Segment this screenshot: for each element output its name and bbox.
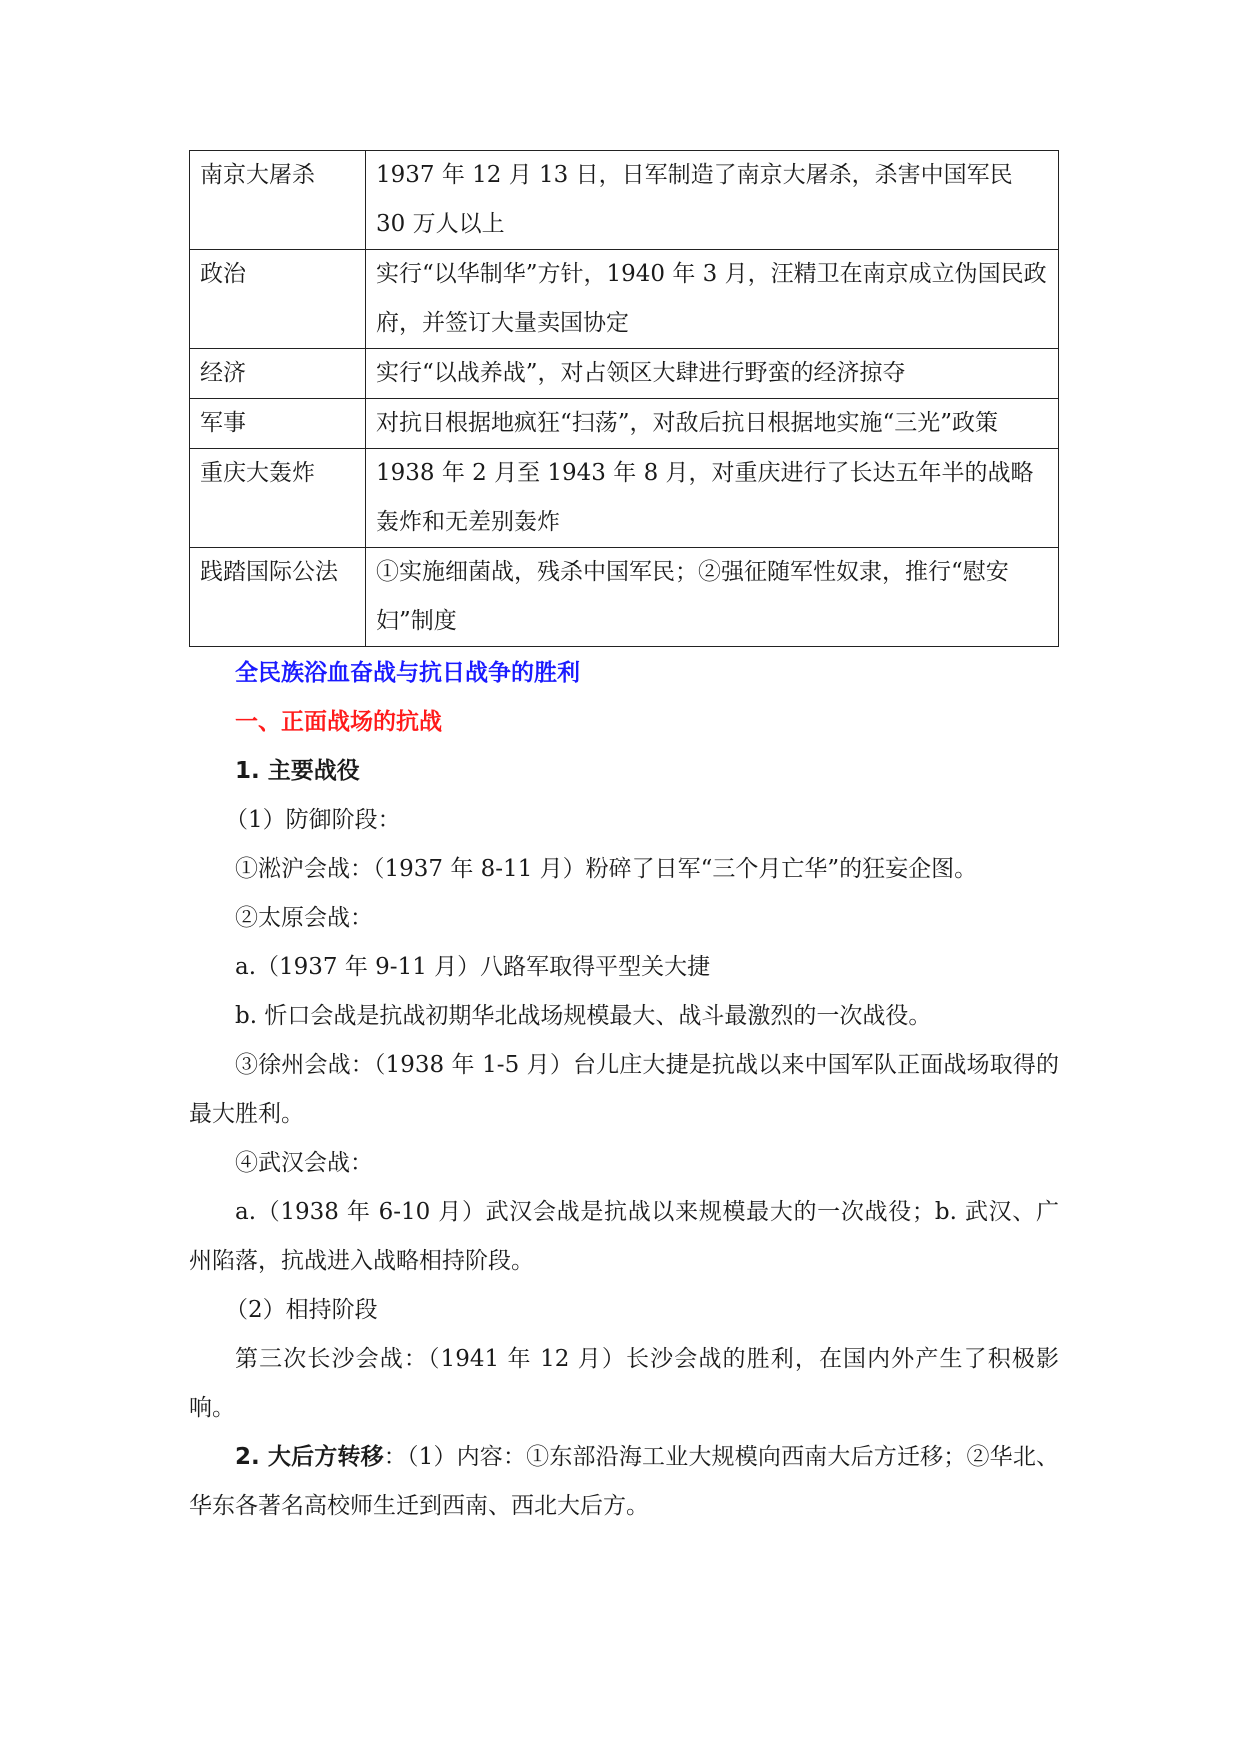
row-content: 实行“以战养战”，对占领区大肆进行野蛮的经济掠夺 [366,349,1059,399]
document-page [189,150,1059,1531]
battle-taiyuan-a: a.（1937 年 9-11 月）八路军取得平型关大捷 [235,954,711,980]
japanese-crimes-table [189,150,1059,647]
row-content: ①实施细菌战，残杀中国军民；②强征随军性奴隶，推行“慰安妇”制度 [366,548,1059,647]
table-row [190,250,1059,349]
row-label: 经济 [190,349,366,399]
row-label: 军事 [190,399,366,449]
body-text [189,649,1059,1531]
item-one-heading: 1. 主要战役 [235,758,360,784]
rear-transfer [189,1433,1059,1531]
row-label: 南京大屠杀 [190,151,366,250]
stage-defense: （1）防御阶段： [225,807,401,833]
table-row [190,151,1059,250]
battle-xuzhou: ③徐州会战：（1938 年 1-5 月）台儿庄大捷是抗战以来中国军队正面战场取得的最大胜利。 [189,1052,1059,1127]
row-content: 1937 年 12 月 13 日，日军制造了南京大屠杀，杀害中国军民 30 万人以上 [366,151,1059,250]
battle-wuhan: ④武汉会战： [235,1150,373,1176]
part-one-heading: 一、正面战场的抗战 [235,709,442,735]
table-row [190,449,1059,548]
section-heading: 全民族浴血奋战与抗日战争的胜利 [235,660,580,686]
table-row [190,548,1059,647]
table-row [190,399,1059,449]
row-content: 实行“以华制华”方针，1940 年 3 月，汪精卫在南京成立伪国民政府，并签订大量卖国协定 [366,250,1059,349]
row-content: 对抗日根据地疯狂“扫荡”，对敌后抗日根据地实施“三光”政策 [366,399,1059,449]
battle-taiyuan-b: b. 忻口会战是抗战初期华北战场规模最大、战斗最激烈的一次战役。 [235,1003,932,1029]
row-label: 重庆大轰炸 [190,449,366,548]
row-label: 政治 [190,250,366,349]
row-label: 践踏国际公法 [190,548,366,647]
battle-songhu: ①淞沪会战：（1937 年 8-11 月）粉碎了日军“三个月亡华”的狂妄企图。 [235,856,978,882]
table-row [190,349,1059,399]
rear-transfer-text: ：（1）内容：①东部沿海工业大规模向西南大后方迁移；②华北、华东各著名高校师生迁到西南、西北大后方。 [189,1444,1059,1519]
row-content: 1938 年 2 月至 1943 年 8 月，对重庆进行了长达五年半的战略轰炸和无差别轰炸 [366,449,1059,548]
stage-stalemate: （2）相持阶段 [225,1297,378,1323]
rear-transfer-title: 2. 大后方转移 [235,1444,384,1470]
battle-wuhan-ab: a.（1938 年 6-10 月）武汉会战是抗战以来规模最大的一次战役；b. 武汉、广州陷落，抗战进入战略相持阶段。 [189,1199,1059,1274]
battle-changsha: 第三次长沙会战：（1941 年 12 月）长沙会战的胜利，在国内外产生了积极影响。 [189,1346,1059,1421]
battle-taiyuan: ②太原会战： [235,905,373,931]
